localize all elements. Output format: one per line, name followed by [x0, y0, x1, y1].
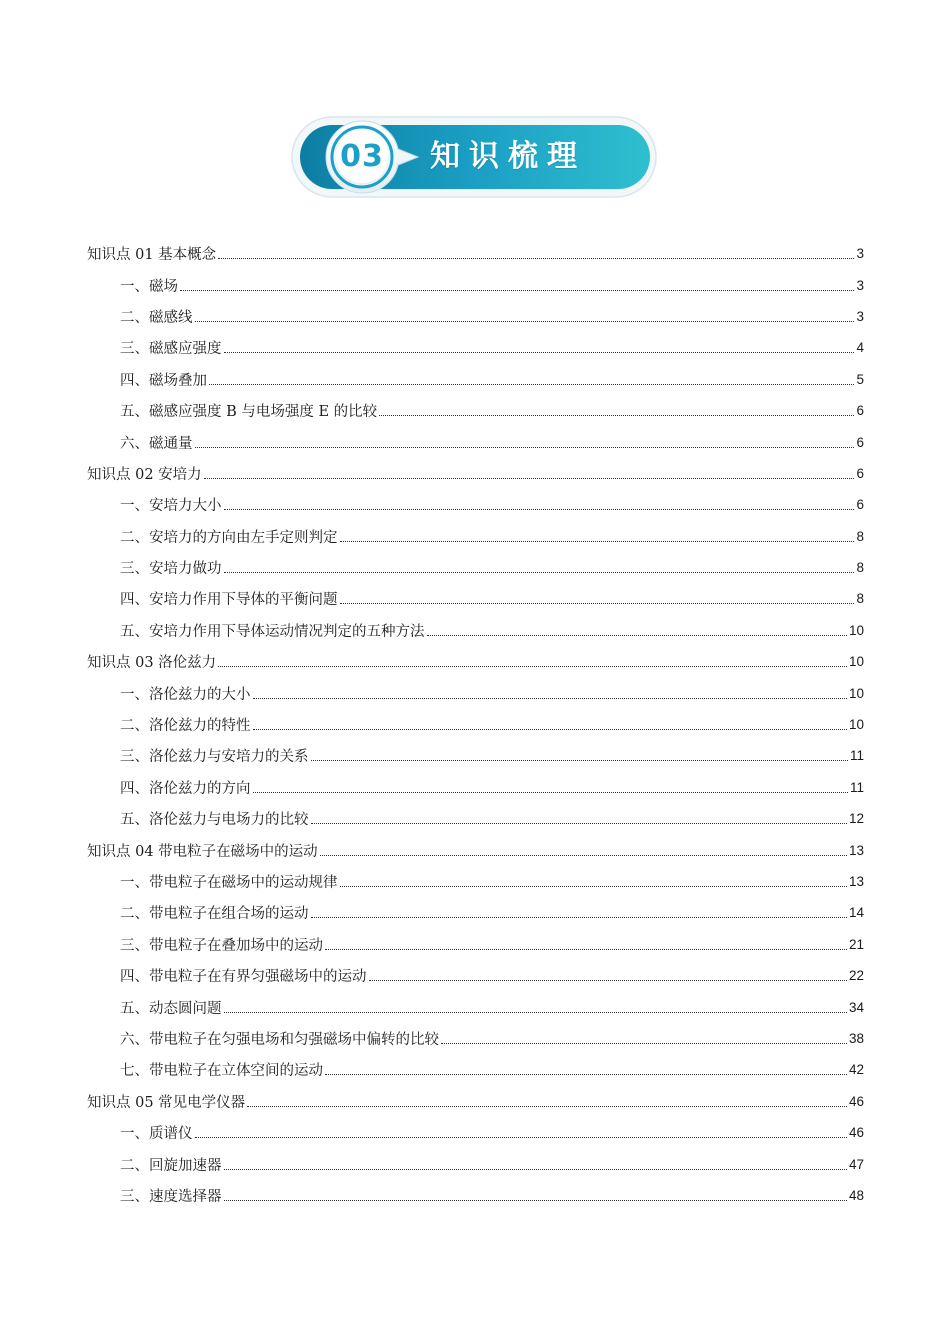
toc-entry-subsection[interactable] — [87, 269, 864, 300]
toc-dot-leader — [253, 698, 847, 699]
toc-dot-leader — [311, 760, 848, 761]
toc-dot-leader — [311, 823, 847, 824]
toc-dot-leader — [224, 1012, 847, 1013]
toc-entry-page-number: 46 — [848, 1125, 864, 1141]
toc-entry-section[interactable] — [87, 834, 864, 865]
toc-dot-leader — [253, 792, 848, 793]
toc-dot-leader — [379, 415, 854, 416]
toc-entry-page-number: 12 — [848, 811, 864, 827]
toc-entry-label: 三、速度选择器 — [120, 1188, 222, 1205]
toc-dot-leader — [209, 384, 854, 385]
toc-dot-leader — [204, 478, 855, 479]
toc-entry-label: 二、带电粒子在组合场的运动 — [120, 906, 309, 923]
toc-entry-page-number: 11 — [849, 748, 864, 764]
section-banner — [290, 115, 658, 199]
toc-entry-label: 二、安培力的方向由左手定则判定 — [120, 529, 338, 546]
toc-entry-page-number: 8 — [856, 528, 864, 544]
toc-entry-label: 知识点 03 洛伦兹力 — [87, 655, 217, 672]
toc-entry-label: 二、洛伦兹力的特性 — [120, 718, 251, 735]
toc-entry-page-number: 6 — [856, 403, 864, 419]
toc-entry-page-number: 3 — [856, 308, 864, 324]
toc-dot-leader — [195, 1137, 847, 1138]
toc-entry-label: 知识点 02 安培力 — [87, 466, 202, 483]
toc-entry-subsection[interactable] — [87, 772, 864, 803]
toc-entry-page-number: 48 — [848, 1187, 864, 1203]
toc-entry-subsection[interactable] — [87, 866, 864, 897]
toc-dot-leader — [195, 447, 855, 448]
toc-entry-label: 三、带电粒子在叠加场中的运动 — [120, 937, 323, 954]
toc-entry-section[interactable] — [87, 238, 864, 269]
toc-dot-leader — [224, 352, 855, 353]
toc-entry-page-number: 22 — [848, 968, 864, 984]
toc-entry-label: 一、带电粒子在磁场中的运动规律 — [120, 875, 338, 891]
toc-entry-label: 五、安培力作用下导体运动情况判定的五种方法 — [120, 623, 425, 640]
toc-entry-page-number: 4 — [856, 340, 864, 356]
toc-dot-leader — [340, 541, 855, 542]
toc-dot-leader — [369, 980, 847, 981]
toc-entry-page-number: 3 — [856, 277, 864, 293]
toc-entry-page-number: 34 — [848, 999, 864, 1015]
toc-dot-leader — [195, 321, 855, 322]
toc-entry-subsection[interactable] — [87, 960, 864, 991]
toc-entry-label: 一、磁场 — [120, 278, 178, 295]
toc-entry-page-number: 10 — [848, 685, 864, 701]
toc-entry-subsection[interactable] — [87, 1054, 864, 1085]
toc-dot-leader — [311, 917, 847, 918]
toc-entry-subsection[interactable] — [87, 1023, 864, 1054]
toc-entry-page-number: 47 — [848, 1156, 864, 1172]
toc-entry-page-number: 3 — [856, 246, 864, 262]
toc-entry-page-number: 38 — [848, 1030, 864, 1046]
toc-entry-label: 知识点 05 常见电学仪器 — [87, 1094, 246, 1111]
toc-entry-label: 三、磁感应强度 — [120, 341, 222, 358]
toc-entry-page-number: 13 — [848, 842, 864, 858]
toc-entry-page-number: 8 — [856, 591, 864, 607]
toc-dot-leader — [340, 886, 847, 887]
toc-entry-page-number: 6 — [856, 497, 864, 513]
toc-entry-subsection[interactable] — [87, 677, 864, 708]
toc-entry-page-number: 6 — [856, 434, 864, 450]
toc-entry-subsection[interactable] — [87, 332, 864, 363]
toc-entry-subsection[interactable] — [87, 740, 864, 771]
toc-entry-label: 四、磁场叠加 — [120, 372, 207, 389]
toc-dot-leader — [218, 258, 854, 259]
toc-entry-subsection[interactable] — [87, 1117, 864, 1148]
toc-entry-subsection[interactable] — [87, 583, 864, 614]
toc-entry-label: 四、带电粒子在有界匀强磁场中的运动 — [120, 969, 367, 986]
toc-entry-label: 五、动态圆问题 — [120, 1000, 222, 1017]
toc-entry-page-number: 21 — [848, 936, 864, 952]
toc-entry-subsection[interactable] — [87, 1148, 864, 1179]
section-title: 知识梳理 — [430, 139, 586, 174]
toc-entry-subsection[interactable] — [87, 426, 864, 457]
toc-entry-label: 七、带电粒子在立体空间的运动 — [120, 1063, 323, 1080]
toc-entry-page-number: 11 — [849, 779, 864, 795]
toc-entry-label: 六、磁通量 — [120, 435, 193, 452]
toc-entry-page-number: 10 — [848, 622, 864, 638]
toc-entry-label: 五、磁感应强度 B 与电场强度 E 的比较 — [120, 404, 378, 421]
toc-entry-subsection[interactable] — [87, 709, 864, 740]
toc-entry-page-number: 42 — [848, 1062, 864, 1078]
toc-entry-section[interactable] — [87, 646, 864, 677]
toc-dot-leader — [247, 1106, 847, 1107]
toc-entry-page-number: 13 — [848, 874, 864, 889]
toc-entry-label: 五、洛伦兹力与电场力的比较 — [120, 812, 309, 829]
toc-entry-subsection[interactable] — [87, 552, 864, 583]
toc-entry-label: 三、洛伦兹力与安培力的关系 — [120, 749, 309, 766]
toc-entry-section[interactable] — [87, 1086, 864, 1117]
toc-dot-leader — [224, 1200, 847, 1201]
toc-entry-subsection[interactable] — [87, 521, 864, 552]
toc-dot-leader — [224, 1169, 847, 1170]
toc-entry-page-number: 14 — [848, 905, 864, 921]
toc-entry-subsection[interactable] — [87, 991, 864, 1022]
toc-dot-leader — [340, 603, 855, 604]
toc-dot-leader — [441, 1043, 847, 1044]
toc-entry-subsection[interactable] — [87, 615, 864, 646]
toc-dot-leader — [218, 666, 847, 667]
toc-entry-label: 二、回旋加速器 — [120, 1157, 222, 1174]
toc-entry-page-number: 10 — [848, 717, 864, 733]
toc-dot-leader — [253, 729, 847, 730]
toc-entry-page-number: 46 — [848, 1093, 864, 1109]
toc-entry-label: 一、质谱仪 — [120, 1126, 193, 1143]
table-of-contents — [87, 238, 864, 1211]
toc-entry-label: 二、磁感线 — [120, 309, 193, 326]
toc-dot-leader — [180, 290, 854, 291]
toc-entry-label: 四、洛伦兹力的方向 — [120, 780, 251, 797]
toc-dot-leader — [224, 572, 855, 573]
toc-entry-subsection[interactable] — [87, 897, 864, 928]
toc-entry-page-number: 6 — [856, 465, 864, 481]
toc-entry-subsection[interactable] — [87, 301, 864, 332]
toc-dot-leader — [325, 1074, 847, 1075]
toc-dot-leader — [224, 509, 855, 510]
toc-entry-subsection[interactable] — [87, 803, 864, 834]
toc-entry-label: 一、安培力大小 — [120, 498, 222, 515]
toc-entry-label: 知识点 01 基本概念 — [87, 247, 217, 264]
toc-entry-page-number: 10 — [848, 654, 864, 670]
toc-entry-subsection[interactable] — [87, 929, 864, 960]
toc-entry-subsection[interactable] — [87, 395, 864, 426]
toc-entry-label: 三、安培力做功 — [120, 561, 222, 578]
toc-entry-subsection[interactable] — [87, 1180, 864, 1211]
toc-entry-label: 六、带电粒子在匀强电场和匀强磁场中偏转的比较 — [120, 1031, 439, 1048]
toc-dot-leader — [427, 635, 847, 636]
toc-entry-label: 知识点 04 带电粒子在磁场中的运动 — [87, 843, 318, 860]
toc-dot-leader — [325, 949, 847, 950]
toc-entry-label: 一、洛伦兹力的大小 — [120, 686, 251, 703]
toc-entry-subsection[interactable] — [87, 364, 864, 395]
toc-entry-section[interactable] — [87, 458, 864, 489]
toc-dot-leader — [320, 855, 847, 856]
toc-entry-page-number: 8 — [856, 560, 864, 576]
section-number: 03 — [340, 139, 384, 174]
toc-entry-page-number: 5 — [856, 371, 864, 387]
toc-entry-label: 四、安培力作用下导体的平衡问题 — [120, 592, 338, 609]
toc-entry-subsection[interactable] — [87, 489, 864, 520]
